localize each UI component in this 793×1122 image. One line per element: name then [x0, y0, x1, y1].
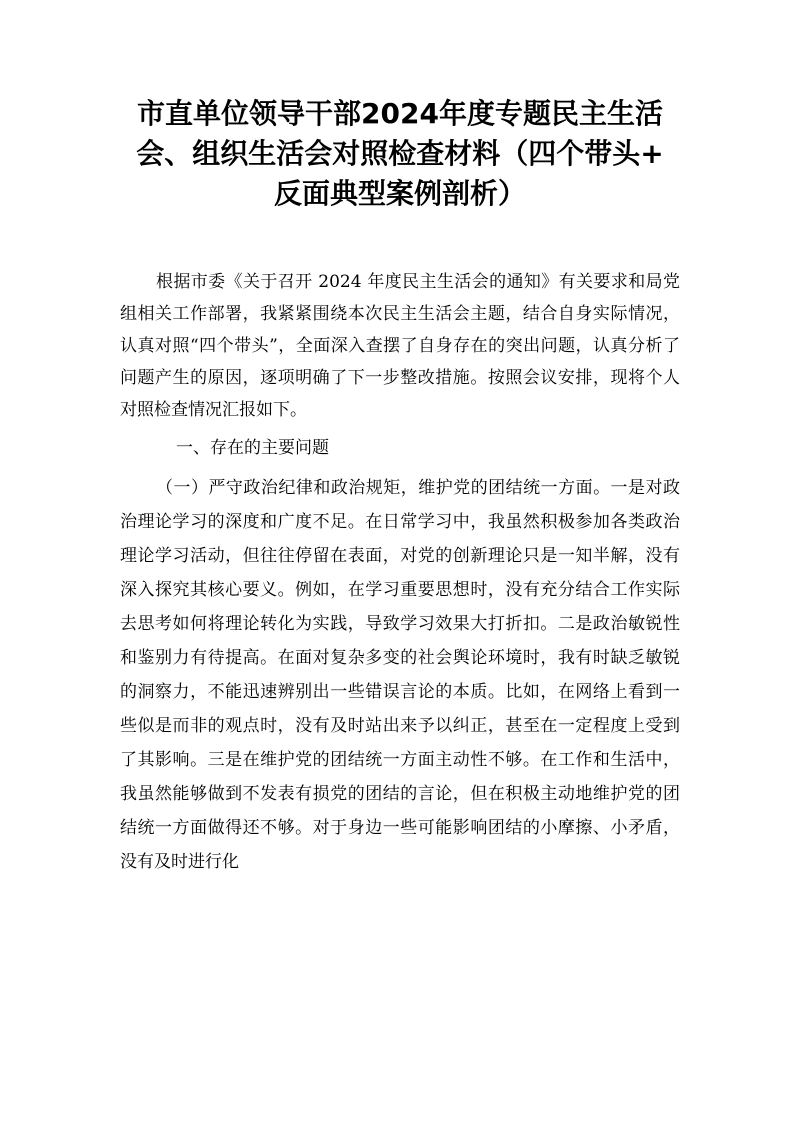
document-title [110, 94, 690, 214]
document-body [120, 266, 680, 879]
intro-paragraph: 根据市委《关于召开 2024 年度民主生活会的通知》有关要求和局党组相关工作部署，我紧紧围绕本次民主生活会主题，结合自身实际情况，认真对照“四个带头”，全面深入查摆了自身存在的突出问题，认真分析了问题产生的原因，逐项明确了下一步整改措施。按照会议安排，现将个人对照检查情况汇报如下。 [120, 272, 680, 420]
title-line-3: 反面典型案例剖析） [273, 177, 526, 210]
subsection-paragraph: （一）严守政治纪律和政治规矩，维护党的团结统一方面。一是对政治理论学习的深度和广度不足。在日常学习中，我虽然积极参加各类政治理论学习活动，但往往停留在表面，对党的创新理论只是一知半解，没有深入探究其核心要义。例如，在学习重要思想时，没有充分结合工作实际去思考如何将理论转化为实践，导致学习效果大打折扣。二是政治敏锐性和鉴别力有待提高。在面对复杂多变的社会舆论环境时，我有时缺乏敏锐的洞察力，不能迅速辨别出一些错误言论的本质。比如，在网络上看到一些似是而非的观点时，没有及时站出来予以纠正，甚至在一定程度上受到了其影响。三是在维护党的团结统一方面主动性不够。在工作和生活中，我虽然能够做到不发表有损党的团结的言论，但在积极主动地维护党的团结统一方面做得还不够。对于身边一些可能影响团结的小摩擦、小矛盾，没有及时进行化 [120, 478, 680, 872]
title-line-1: 市直单位领导干部2024年度专题民主生活 [137, 97, 663, 130]
section-heading: 一、存在的主要问题 [176, 438, 329, 458]
title-line-2: 会、组织生活会对照检查材料（四个带头+ [136, 137, 664, 170]
